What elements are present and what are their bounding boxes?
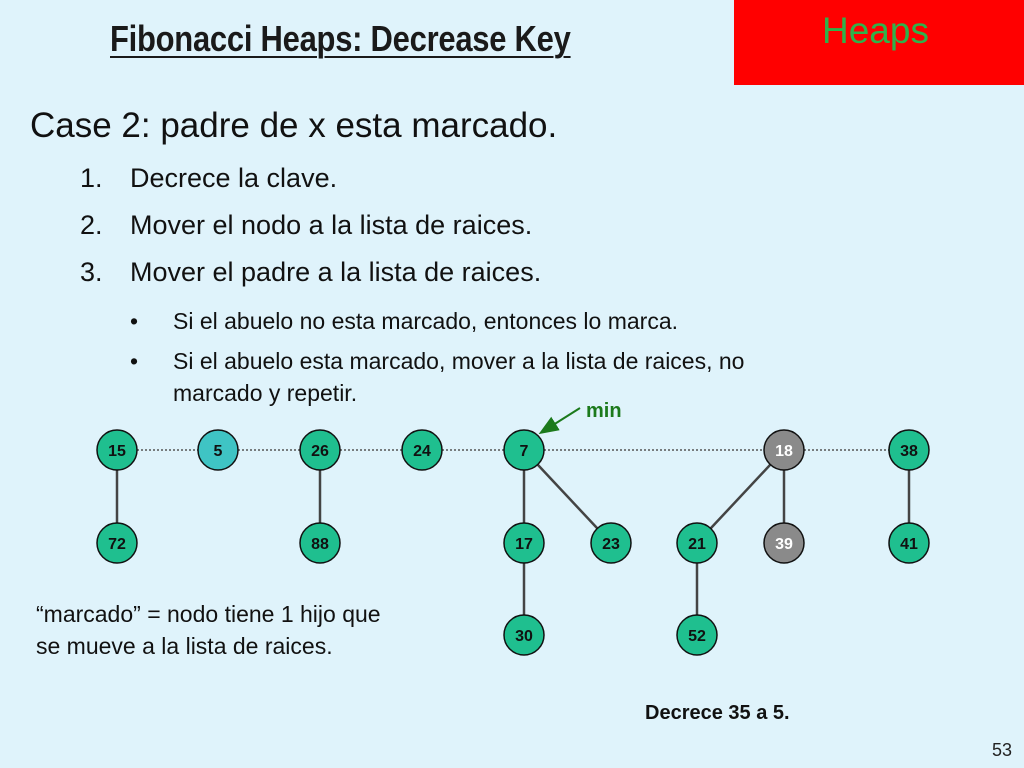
bullet-text: Si el abuelo esta marcado, mover a la lista de raices, no xyxy=(173,348,745,374)
heap-node-23 xyxy=(591,523,631,563)
heap-node-label: 17 xyxy=(515,536,533,553)
heap-node-label: 18 xyxy=(775,443,793,460)
decrease-caption: Decrece 35 a 5. xyxy=(645,702,790,724)
bullet-text: Si el abuelo no esta marcado, entonces lo marca. xyxy=(173,308,679,334)
heap-node-21 xyxy=(677,523,717,563)
heap-node-label: 72 xyxy=(108,536,126,553)
step-text: Decrece la clave. xyxy=(130,163,338,193)
heap-node-7 xyxy=(504,430,544,470)
heap-node-26 xyxy=(300,430,340,470)
heap-node-15 xyxy=(97,430,137,470)
note-line-1: “marcado” = nodo tiene 1 hijo que xyxy=(36,601,381,627)
heap-node-39 xyxy=(764,523,804,563)
heap-node-30 xyxy=(504,615,544,655)
heap-node-24 xyxy=(402,430,442,470)
heap-node-5 xyxy=(198,430,238,470)
step-number: 3. xyxy=(80,257,103,287)
heap-node-label: 5 xyxy=(213,443,223,460)
slide-title: Fibonacci Heaps: Decrease Key xyxy=(110,18,571,59)
bullet-dot: • xyxy=(130,308,139,334)
heap-node-label: 21 xyxy=(688,536,706,553)
heap-node-18 xyxy=(764,430,804,470)
heap-node-label: 39 xyxy=(775,536,793,553)
heap-node-72 xyxy=(97,523,137,563)
tree-edge-18-21 xyxy=(711,465,771,529)
heap-node-label: 88 xyxy=(311,536,329,553)
heap-node-52 xyxy=(677,615,717,655)
heap-node-17 xyxy=(504,523,544,563)
bullet-text-continued: marcado y repetir. xyxy=(173,380,358,406)
heap-node-88 xyxy=(300,523,340,563)
bullet-dot: • xyxy=(130,348,139,374)
step-number: 2. xyxy=(80,210,103,240)
tree-edge-7-23 xyxy=(538,465,598,529)
step-number: 1. xyxy=(80,163,103,193)
heap-node-label: 52 xyxy=(688,628,706,645)
heap-node-label: 26 xyxy=(311,443,329,460)
heap-node-label: 41 xyxy=(900,536,918,553)
marked-definition-note xyxy=(36,598,381,662)
case-heading: Case 2: padre de x esta marcado. xyxy=(30,106,558,145)
heap-node-label: 15 xyxy=(108,443,126,460)
heap-node-label: 30 xyxy=(515,628,533,645)
step-text: Mover el padre a la lista de raices. xyxy=(130,257,542,287)
min-pointer-arrow xyxy=(542,408,580,432)
section-tag-label: Heaps xyxy=(822,10,929,51)
heap-node-label: 24 xyxy=(413,443,431,460)
heap-node-38 xyxy=(889,430,929,470)
heap-node-label: 7 xyxy=(519,443,529,460)
page-number: 53 xyxy=(992,740,1013,760)
step-text: Mover el nodo a la lista de raices. xyxy=(130,210,533,240)
note-line-2: se mueve a la lista de raices. xyxy=(36,633,333,659)
heap-node-label: 23 xyxy=(602,536,620,553)
heap-node-41 xyxy=(889,523,929,563)
heap-node-label: 38 xyxy=(900,443,918,460)
min-label: min xyxy=(586,400,622,422)
